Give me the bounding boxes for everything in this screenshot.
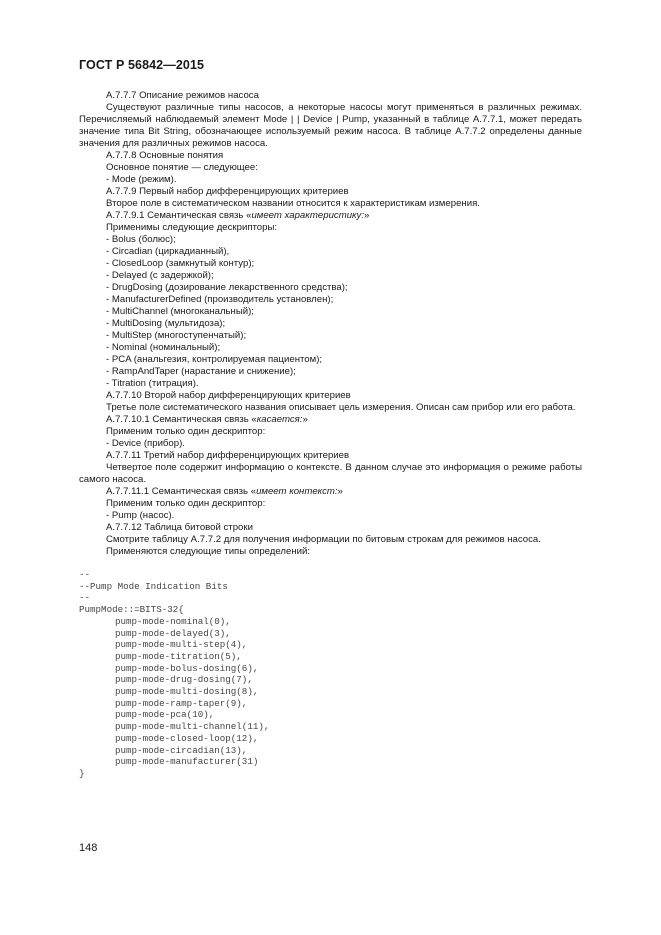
list-item: - MultiStep (многоступенчатый);: [106, 330, 247, 341]
paragraph: Применим только один дескриптор:: [106, 498, 266, 509]
page-number: 148: [79, 842, 98, 854]
list-item: - Delayed (с задержкой);: [106, 270, 214, 281]
heading-emphasis: имеет контекст:: [256, 486, 338, 497]
heading-prefix: A.7.7.10.1 Семантическая связь «: [106, 414, 257, 425]
heading-prefix: A.7.7.11.1 Семантическая связь «: [106, 486, 257, 497]
section-heading: A.7.7.12 Таблица битовой строки: [106, 522, 253, 533]
section-heading: A.7.7.7 Описание режимов насоса: [106, 90, 259, 101]
section-heading: A.7.7.8 Основные понятия: [106, 150, 224, 161]
code-block: [79, 569, 269, 780]
paragraph: Применимы следующие дескрипторы:: [106, 222, 278, 233]
code-comment: --: [79, 592, 91, 604]
list-item: - Nominal (номинальный);: [106, 342, 221, 353]
code-declaration: PumpMode::=BITS-32{: [79, 604, 184, 616]
code-line: pump-mode-multi-dosing(8),: [115, 686, 259, 698]
list-item: - ClosedLoop (замкнутый контур);: [106, 258, 255, 269]
code-line: pump-mode-ramp-taper(9),: [115, 697, 248, 709]
paragraph: Применяются следующие типы определений:: [106, 546, 311, 557]
paragraph: Существуют различные типы насосов, а некоторые насосы могут применяться в различных режимах. Перечисляемый наблюдаемый элемент Mode | | Device | Pump, указанный в таблице А.7.7.1, может передать значение типа Bit String, обозначающее используемый режим насоса. В таблице А.7.7.2 определены данные значения для различных режимов насоса.: [79, 102, 582, 149]
paragraph: Применим только один дескриптор:: [106, 426, 266, 437]
subsection-heading: [79, 210, 582, 222]
code-comment: --: [79, 569, 91, 580]
subsection-heading: [79, 414, 582, 426]
code-line: pump-mode-delayed(3),: [115, 627, 231, 639]
code-line: pump-mode-multi-step(4),: [115, 639, 248, 651]
heading-prefix: A.7.7.9.1 Семантическая связь «: [106, 210, 252, 221]
code-line: pump-mode-pca(10),: [115, 709, 215, 721]
list-item: - MultiDosing (мультидоза);: [106, 318, 226, 329]
section-heading: A.7.7.11 Третий набор дифференцирующих критериев: [106, 450, 350, 461]
standard-title: ГОСТ Р 56842—2015: [79, 58, 205, 72]
heading-emphasis: имеет характеристику:: [251, 210, 365, 221]
list-item: - Device (прибор).: [106, 438, 185, 449]
code-line: pump-mode-bolus-dosing(6),: [115, 662, 259, 674]
list-item: - Pump (насос).: [106, 510, 175, 521]
section-heading: A.7.7.9 Первый набор дифференцирующих критериев: [106, 186, 349, 197]
list-item: - RampAndTaper (нарастание и снижение);: [106, 366, 296, 377]
list-item: - MultiChannel (многоканальный);: [106, 306, 254, 317]
section-heading: A.7.7.10 Второй набор дифференцирующих критериев: [106, 390, 351, 401]
code-close: }: [79, 767, 85, 779]
heading-suffix: »: [364, 210, 370, 221]
code-line: pump-mode-drug-dosing(7),: [115, 674, 253, 686]
list-item: - Titration (титрация).: [106, 378, 199, 389]
paragraph: Смотрите таблицу А.7.7.2 для получения информации по битовым строкам для режимов насоса.: [106, 534, 541, 545]
heading-suffix: »: [302, 414, 308, 425]
paragraph: Четвертое поле содержит информацию о контексте. В данном случае это информация о режиме работы самого насоса.: [79, 462, 582, 485]
paragraph: Третье поле систематического названия описывает цель измерения. Описан сам прибор или его работа.: [106, 402, 576, 413]
list-item: - ManufacturerDefined (производитель установлен);: [106, 294, 334, 305]
paragraph: Второе поле в систематическом названии относится к характеристикам измерения.: [106, 198, 480, 209]
list-item: - Mode (режим).: [106, 174, 177, 185]
list-item: - Bolus (болюс);: [106, 234, 176, 245]
code-comment: --Pump Mode Indication Bits: [79, 580, 228, 592]
heading-suffix: »: [337, 486, 343, 497]
list-item: - PCA (анальгезия, контролируемая пациентом);: [106, 354, 323, 365]
list-item: - Circadian (циркадианный),: [106, 246, 230, 257]
code-line: pump-mode-multi-channel(11),: [115, 721, 270, 733]
subsection-heading: [79, 486, 582, 498]
code-line: pump-mode-closed-loop(12),: [115, 732, 259, 744]
list-item: - DrugDosing (дозирование лекарственного средства);: [106, 282, 348, 293]
document-body: [79, 90, 582, 558]
heading-emphasis: касается:: [256, 414, 303, 425]
code-line: pump-mode-circadian(13),: [115, 744, 248, 756]
code-line: pump-mode-titration(5),: [115, 650, 242, 662]
paragraph: Основное понятие — следующее:: [106, 162, 258, 173]
code-line: pump-mode-nominal(0),: [115, 615, 231, 627]
code-line: pump-mode-manufacturer(31): [115, 756, 259, 768]
